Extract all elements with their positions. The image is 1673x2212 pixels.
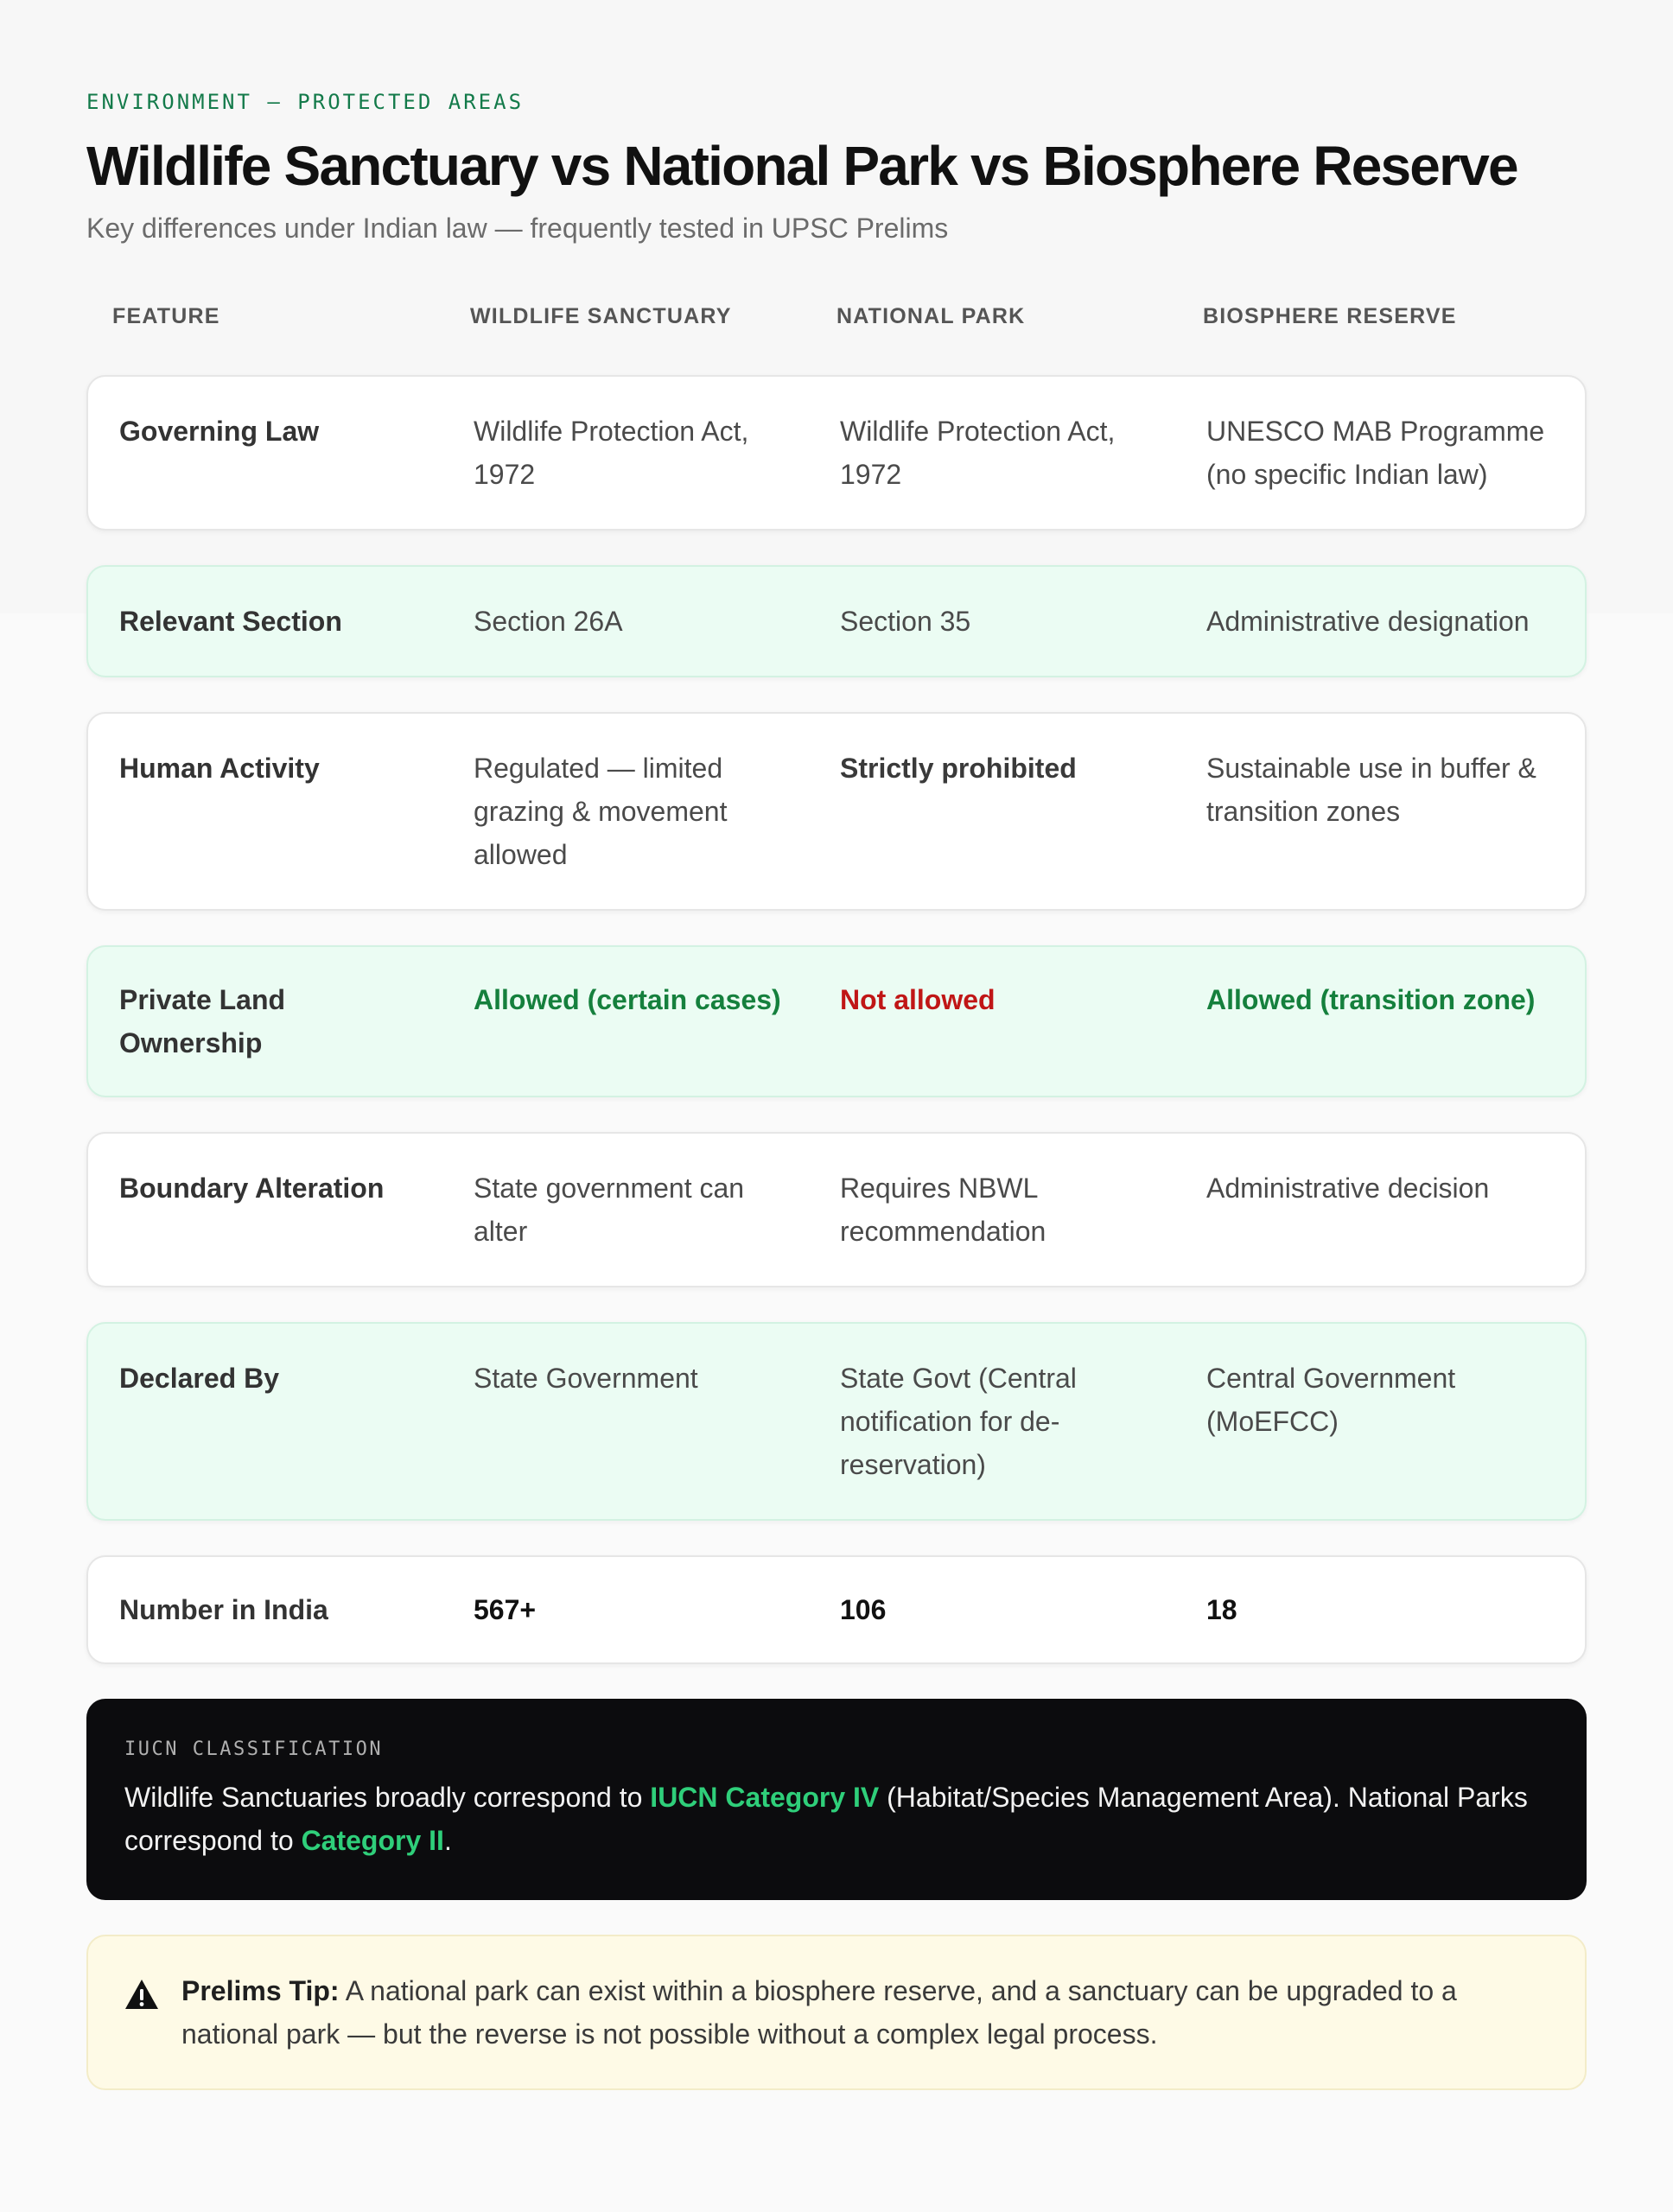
cell-sanctuary: 567+	[474, 1594, 537, 1625]
table-row-governing-law	[86, 375, 1587, 531]
cell-biosphere: UNESCO MAB Programme (no specific Indian law)	[1206, 416, 1545, 490]
page-title: Wildlife Sanctuary vs National Park vs Biosphere Reserve	[86, 135, 1517, 197]
cell-park: Wildlife Protection Act, 1972	[840, 416, 1116, 490]
iucn-classification-card	[86, 1699, 1587, 1900]
cell-sanctuary: State government can alter	[474, 1173, 745, 1247]
column-header-biosphere: BIOSPHERE RESERVE	[1203, 304, 1457, 328]
row-feature: Relevant Section	[119, 606, 342, 637]
page-subtitle: Key differences under Indian law — frequently tested in UPSC Prelims	[86, 213, 949, 244]
cell-sanctuary: Section 26A	[474, 606, 623, 637]
row-feature: Number in India	[119, 1594, 328, 1625]
row-feature: Declared By	[119, 1363, 279, 1394]
cell-biosphere: 18	[1206, 1594, 1237, 1625]
comparison-table	[86, 375, 1587, 1664]
table-row-private-land	[86, 945, 1587, 1097]
table-row-number-in-india	[86, 1555, 1587, 1664]
table-row-boundary-alteration	[86, 1132, 1587, 1287]
cell-biosphere: Administrative designation	[1206, 606, 1530, 637]
cell-biosphere: Sustainable use in buffer & transition zones	[1206, 753, 1536, 827]
iucn-text-part: Wildlife Sanctuaries broadly correspond to	[124, 1782, 651, 1813]
warning-icon	[123, 1976, 161, 2014]
cell-sanctuary: Wildlife Protection Act, 1972	[474, 416, 749, 490]
row-feature: Private Land Ownership	[119, 984, 286, 1058]
column-header-sanctuary: WILDLIFE SANCTUARY	[470, 304, 732, 328]
iucn-label: IUCN CLASSIFICATION	[124, 1738, 384, 1760]
table-row-relevant-section	[86, 565, 1587, 677]
column-header-feature: FEATURE	[112, 304, 220, 328]
eyebrow-label: ENVIRONMENT — PROTECTED AREAS	[86, 90, 525, 114]
cell-sanctuary: State Government	[474, 1363, 698, 1394]
cell-park: 106	[840, 1594, 887, 1625]
table-row-human-activity	[86, 712, 1587, 911]
cell-biosphere: Administrative decision	[1206, 1173, 1490, 1204]
column-header-park: NATIONAL PARK	[836, 304, 1026, 328]
iucn-text	[124, 1776, 1549, 1862]
iucn-text-part: (Habitat/Species Management Area). National Parks correspond to	[124, 1782, 1528, 1856]
row-feature: Governing Law	[119, 416, 320, 447]
cell-biosphere: Allowed (transition zone)	[1206, 984, 1536, 1015]
table-header	[86, 304, 1587, 339]
row-feature: Human Activity	[119, 753, 320, 784]
tip-label: Prelims Tip:	[181, 1975, 340, 2006]
cell-park: Requires NBWL recommendation	[840, 1173, 1046, 1247]
iucn-highlight-category-ii: Category II	[301, 1825, 444, 1856]
iucn-highlight-category-iv: IUCN Category IV	[650, 1782, 880, 1813]
content	[86, 0, 1587, 2090]
cell-sanctuary: Allowed (certain cases)	[474, 984, 781, 1015]
prelims-tip-card	[86, 1935, 1587, 2090]
row-feature: Boundary Alteration	[119, 1173, 385, 1204]
cell-sanctuary: Regulated — limited grazing & movement allowed	[474, 753, 728, 870]
tip-text	[181, 1969, 1550, 2056]
cell-park: Section 35	[840, 606, 971, 637]
cell-biosphere: Central Government (MoEFCC)	[1206, 1363, 1456, 1437]
cell-park: Strictly prohibited	[840, 753, 1077, 784]
tip-body: A national park can exist within a biosphere reserve, and a sanctuary can be upgraded to a national park — but the reverse is not possible without a complex legal process.	[181, 1975, 1457, 2050]
cell-park: State Govt (Central notification for de-reservation)	[840, 1363, 1077, 1480]
cell-park: Not allowed	[840, 984, 996, 1015]
iucn-text-part: .	[443, 1825, 452, 1856]
table-row-declared-by	[86, 1322, 1587, 1521]
